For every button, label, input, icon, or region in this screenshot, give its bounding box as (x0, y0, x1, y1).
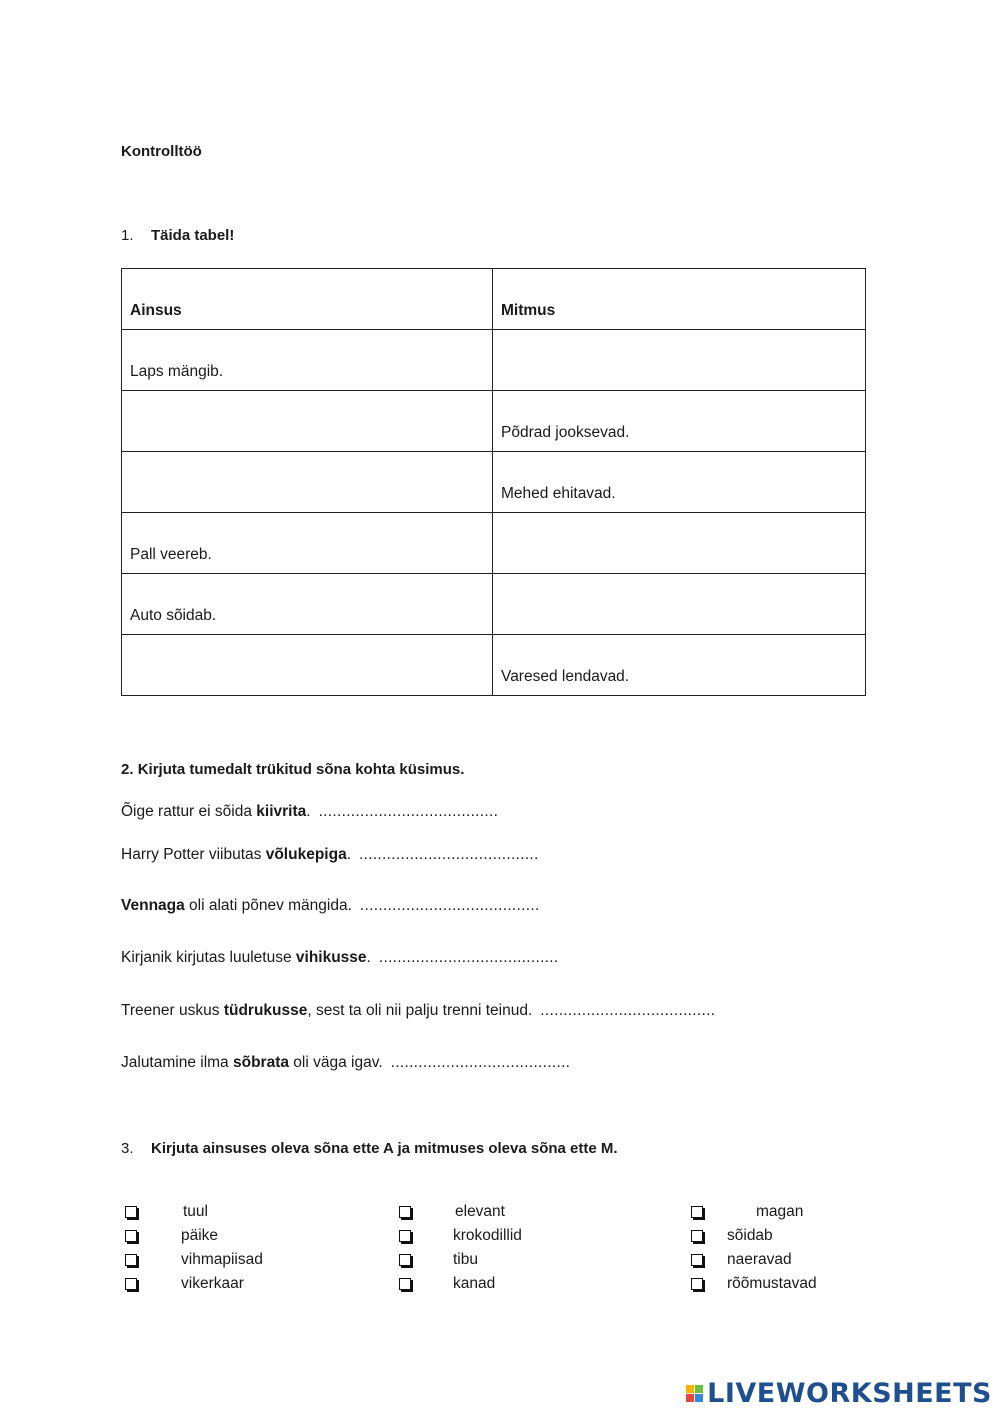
checkbox-item[interactable] (125, 1227, 355, 1251)
checkbox-item[interactable] (691, 1251, 921, 1275)
answer-blank[interactable]: ....................................... (378, 949, 559, 966)
checkbox-item[interactable] (125, 1203, 355, 1227)
checkbox-icon[interactable] (399, 1206, 411, 1218)
table-header-row (122, 269, 866, 330)
section-3-number: 3. (121, 1140, 134, 1157)
word-label: kanad (453, 1275, 496, 1292)
checkbox-icon[interactable] (691, 1206, 703, 1218)
sentence-text: Kirjanik kirjutas luuletuse (121, 949, 296, 966)
checkbox-icon[interactable] (691, 1230, 703, 1242)
section-1-number: 1. (121, 227, 134, 244)
liveworksheets-logo (686, 1378, 992, 1408)
section-2-number: 2. (121, 761, 134, 778)
header-ainsus: Ainsus (122, 269, 493, 330)
word-label: vikerkaar (181, 1275, 244, 1292)
question-sentence (121, 803, 498, 821)
mitmus-cell[interactable] (493, 330, 866, 391)
checkbox-icon[interactable] (125, 1254, 137, 1266)
bold-word: tüdrukusse (223, 1002, 308, 1019)
bold-word: võlukepiga (265, 846, 347, 863)
checkbox-icon[interactable] (125, 1230, 137, 1242)
ainsus-cell[interactable]: Auto sõidab. (122, 574, 493, 635)
header-mitmus: Mitmus (493, 269, 866, 330)
sentence-text: Treener uskus (121, 1002, 224, 1019)
ainsus-cell[interactable] (122, 635, 493, 696)
mitmus-cell[interactable]: Põdrad jooksevad. (493, 391, 866, 452)
checkbox-icon[interactable] (691, 1254, 703, 1266)
section-2-title (121, 761, 464, 778)
answer-blank[interactable]: ...................................... (540, 1002, 716, 1019)
section-3-heading: Kirjuta ainsuses oleva sõna ette A ja mitmuses oleva sõna ette M. (151, 1140, 618, 1157)
answer-blank[interactable]: ....................................... (390, 1054, 571, 1071)
answer-blank[interactable]: ....................................... (359, 897, 540, 914)
ainsus-cell[interactable] (122, 452, 493, 513)
ainsus-cell[interactable] (122, 391, 493, 452)
sentence-text: . (366, 949, 371, 966)
table-row (122, 452, 866, 513)
section-1-title (121, 227, 234, 244)
word-label: vihmapiisad (181, 1251, 263, 1268)
word-column-1 (125, 1203, 355, 1299)
section-3-title (121, 1140, 618, 1157)
bold-word: vihikusse (295, 949, 367, 966)
sentence-text: Harry Potter viibutas (121, 846, 266, 863)
mitmus-cell[interactable] (493, 513, 866, 574)
sentence-text: . (346, 846, 351, 863)
table-row (122, 391, 866, 452)
word-label: tuul (183, 1203, 208, 1220)
word-label: krokodillid (453, 1227, 522, 1244)
question-sentence (121, 949, 559, 967)
bold-word: kiivrita (256, 803, 307, 820)
checkbox-icon[interactable] (399, 1254, 411, 1266)
logo-text: LIVEWORKSHEETS (707, 1377, 992, 1409)
word-label: päike (181, 1227, 219, 1244)
ainsus-cell[interactable]: Pall veereb. (122, 513, 493, 574)
table-row (122, 330, 866, 391)
logo-square (695, 1394, 703, 1402)
checkbox-item[interactable] (399, 1275, 629, 1299)
sentence-text: , sest ta oli nii palju trenni teinud. (307, 1002, 533, 1019)
table-row (122, 574, 866, 635)
checkbox-item[interactable] (691, 1275, 921, 1299)
word-label: elevant (455, 1203, 505, 1220)
checkbox-icon[interactable] (125, 1206, 137, 1218)
checkbox-item[interactable] (691, 1203, 921, 1227)
word-column-2 (399, 1203, 629, 1299)
answer-blank[interactable]: ....................................... (359, 846, 539, 863)
logo-square (695, 1385, 703, 1393)
question-sentence (121, 897, 540, 915)
mitmus-cell[interactable] (493, 574, 866, 635)
word-label: sõidab (727, 1227, 773, 1244)
logo-square (686, 1394, 694, 1402)
bold-word: sõbrata (233, 1054, 289, 1071)
word-label: tibu (453, 1251, 478, 1268)
checkbox-item[interactable] (691, 1227, 921, 1251)
word-column-3 (691, 1203, 921, 1299)
checkbox-item[interactable] (399, 1251, 629, 1275)
checkbox-item[interactable] (399, 1227, 629, 1251)
word-label: magan (756, 1203, 804, 1220)
sentence-text: . (306, 803, 311, 820)
singular-plural-table (121, 268, 866, 696)
question-sentence (121, 846, 539, 864)
section-1-heading: Täida tabel! (151, 227, 235, 244)
checkbox-icon[interactable] (125, 1278, 137, 1290)
checkbox-item[interactable] (125, 1275, 355, 1299)
word-label: naeravad (727, 1251, 792, 1268)
mitmus-cell[interactable]: Varesed lendavad. (493, 635, 866, 696)
mitmus-cell[interactable]: Mehed ehitavad. (493, 452, 866, 513)
checkbox-icon[interactable] (399, 1278, 411, 1290)
bold-word: Vennaga (121, 897, 185, 914)
sentence-text: oli väga igav. (289, 1054, 383, 1071)
sentence-text: oli alati põnev mängida. (184, 897, 352, 914)
sentence-text: Õige rattur ei sõida (121, 803, 257, 820)
logo-mark-icon (686, 1385, 703, 1402)
checkbox-item[interactable] (125, 1251, 355, 1275)
page-title: Kontrolltöö (121, 143, 202, 160)
table-row (122, 635, 866, 696)
table-row (122, 513, 866, 574)
question-sentence (121, 1002, 715, 1020)
checkbox-icon[interactable] (691, 1278, 703, 1290)
logo-square (686, 1385, 694, 1393)
checkbox-item[interactable] (399, 1203, 629, 1227)
section-2-heading: Kirjuta tumedalt trükitud sõna kohta küsimus. (137, 761, 465, 778)
checkbox-icon[interactable] (399, 1230, 411, 1242)
sentence-text: Jalutamine ilma (121, 1054, 233, 1071)
answer-blank[interactable]: ....................................... (318, 803, 499, 820)
question-sentence (121, 1054, 570, 1072)
ainsus-cell[interactable]: Laps mängib. (122, 330, 493, 391)
word-label: rõõmustavad (727, 1275, 817, 1292)
